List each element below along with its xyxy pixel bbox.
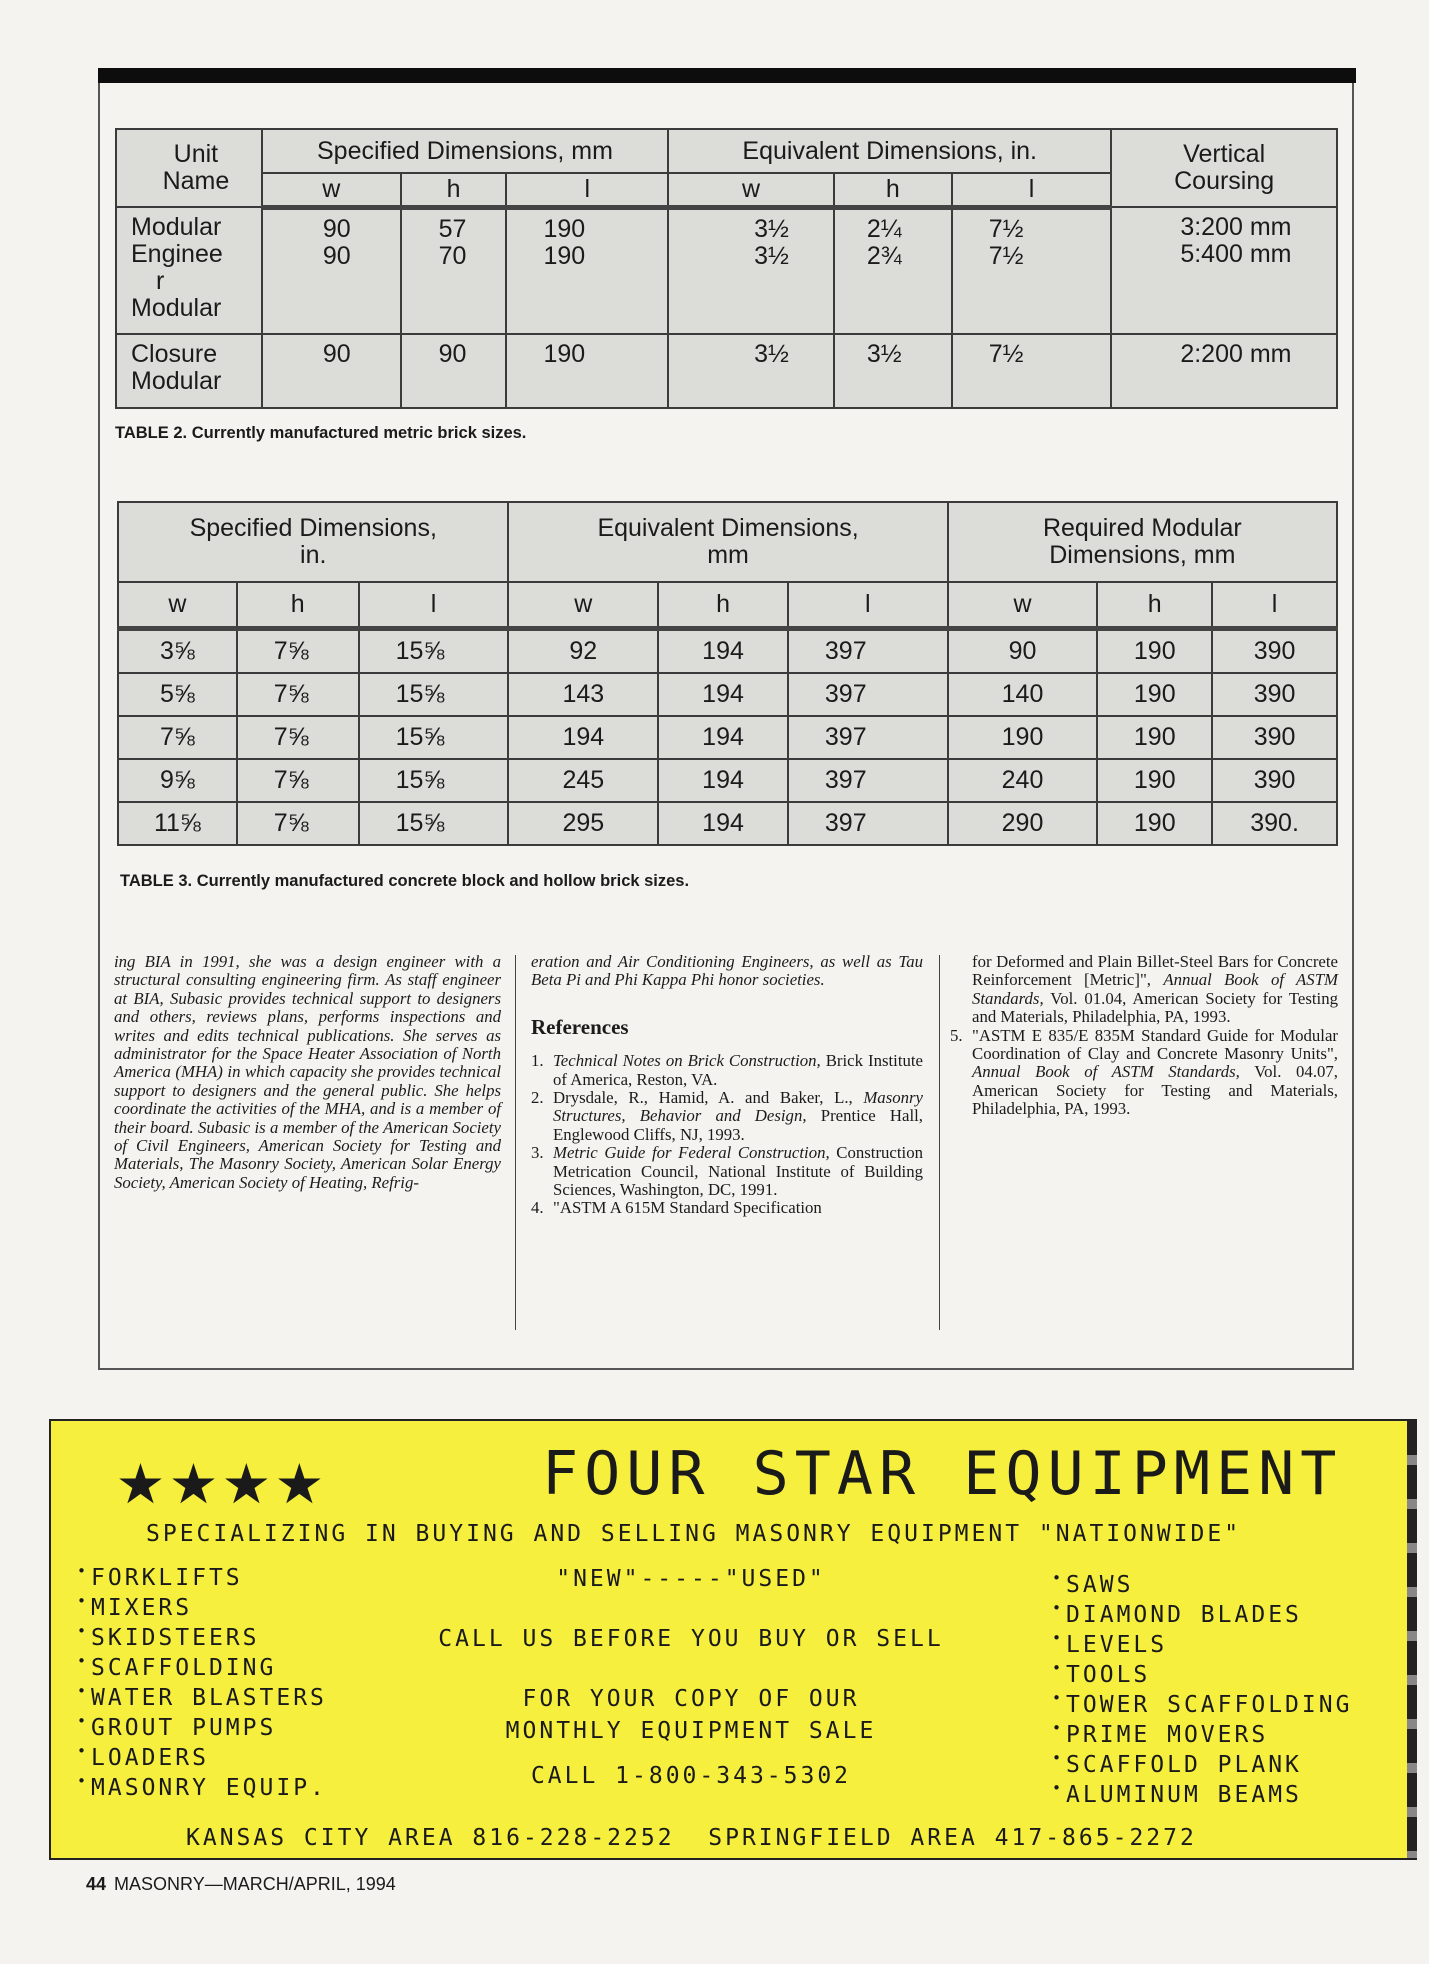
page-footer [86,1874,396,1895]
bio-column-1: ing BIA in 1991, she was a design engineer with a structural consulting engineering firm. As staff engineer at BIA, Subasic provides technical support to designers and others, reviews plans, performs inspections and writes and edits technical publications. She serves as administrator for the Space Heater Association of North America (MHA) in which capacity she provides technical support to designers and the general public. She helps coordinate the activities of the MHA, and is a member of their board. Subasic is a member of the American Society of Civil Engineers, American Society for Testing and Materials, The Masonry Society, American Solar Energy Society, American Society of Heating, Refrig- [114,952,501,1192]
table-row: Closure Modular 90 90 190 3½ 3½ 7½ 2:200 mm [116,334,1337,408]
list-item: • LOADERS [77,1743,327,1773]
list-item: • MIXERS [77,1593,327,1623]
table-row: Modular Enginee r Modular 90 90 57 70 190 190 3½ 3½ 2¼ 2¾ 7½ 7½ 3:200 mm 5:400 mm [116,207,1337,334]
list-item: • GROUT PUMPS [77,1713,327,1743]
bio-column-2: eration and Air Conditioning Engineers, as well as Tau Beta Pi and Phi Kappa Phi honor societies. References 1. Technical Notes on Brick Construction, Brick Institute of America, Reston, VA. 2. Drysdale, R., Hamid, A. and Baker, L., Masonry Structures, Behavior and Design, Prentice Hall, Englewood Cliffs, NJ, 1993. 3. Metric Guide for Federal Construction, Construction Metrication Council, National Institute of Building Sciences, Washington, DC, 1991. 4. "ASTM A 615M Standard Specification [531,952,923,1218]
table-row: 11⅝ 7⅝ 15⅝ 295 194 397 290 190 390. [118,802,1337,845]
metric-brick-table [115,128,1338,409]
table-row: 3⅝ 7⅝ 15⅝ 92 194 397 90 190 390 [118,628,1337,673]
header-w: w [118,582,237,628]
table-row: 9⅝ 7⅝ 15⅝ 245 194 397 240 190 390 [118,759,1337,802]
header-w: w [668,173,834,207]
copy-line: FOR YOUR COPY OF OUR [522,1686,860,1712]
reference-item: 4. "ASTM A 615M Standard Specification [531,1198,822,1218]
header-h: h [401,173,507,207]
list-item: • LEVELS [1052,1630,1352,1660]
list-item: • PRIME MOVERS [1052,1720,1352,1750]
publication-line: MASONRY—MARCH/APRIL, 1994 [114,1874,396,1894]
header-l: l [1212,582,1337,628]
header-equivalent-in: Equivalent Dimensions, in. [668,129,1111,173]
header-specified-in: Specified Dimensions, in. [118,502,508,582]
header-h: h [834,173,952,207]
table3-caption: TABLE 3. Currently manufactured concrete block and hollow brick sizes. [120,872,690,890]
ad-title: FOUR STAR EQUIPMENT [542,1439,1343,1509]
area-phones: KANSAS CITY AREA 816-228-2252 SPRINGFIELD AREA 417-865-2272 [186,1825,1197,1851]
header-l: l [506,173,668,207]
header-h: h [658,582,788,628]
header-specified-mm: Specified Dimensions, mm [262,129,668,173]
list-item: • TOWER SCAFFOLDING [1052,1690,1352,1720]
list-item: • ALUMINUM BEAMS [1052,1780,1352,1810]
header-equivalent-mm: Equivalent Dimensions, mm [508,502,947,582]
page-number: 44 [86,1874,107,1894]
header-unit-name: Unit Name [116,129,262,207]
new-used-line: "NEW"-----"USED" [556,1566,826,1592]
unit-name-cell: Modular Enginee r Modular [116,207,262,334]
list-item: • SAWS [1052,1570,1352,1600]
header-w: w [508,582,658,628]
equipment-list-right [1052,1570,1352,1810]
equipment-list-left [77,1563,327,1803]
header-l: l [952,173,1112,207]
table2-caption: TABLE 2. Currently manufactured metric brick sizes. [115,424,527,442]
references-heading: References [531,1014,629,1039]
list-item: • DIAMOND BLADES [1052,1600,1352,1630]
reference-continuation: for Deformed and Plain Billet-Steel Bars for Concrete Reinforcement [Metric]", Annual Book of ASTM Standards, Vol. 01.04, American Society for Testing and Materials, Philadelphia, PA, 1993. [972,952,1339,1027]
four-star-equipment-ad [49,1419,1417,1860]
header-h: h [237,582,359,628]
reference-item: 1. Technical Notes on Brick Construction, Brick Institute of America, Reston, VA. [531,1051,923,1089]
header-vertical-coursing: Vertical Coursing [1111,129,1337,207]
binding-edge [1407,1421,1417,1858]
table-row: 5⅝ 7⅝ 15⅝ 143 194 397 140 190 390 [118,673,1337,716]
list-item: • MASONRY EQUIP. [77,1773,327,1803]
ad-tagline: SPECIALIZING IN BUYING AND SELLING MASONRY EQUIPMENT "NATIONWIDE" [146,1521,1242,1547]
column-divider [939,955,940,1330]
call-before-line: CALL US BEFORE YOU BUY OR SELL [438,1626,944,1652]
list-item: • SCAFFOLD PLANK [1052,1750,1352,1780]
unit-name-cell: Closure Modular [116,334,262,408]
list-item: • SCAFFOLDING [77,1653,327,1683]
header-l: l [359,582,509,628]
header-l: l [788,582,948,628]
column-divider [515,955,516,1330]
concrete-block-table [117,501,1338,846]
sale-line: MONTHLY EQUIPMENT SALE [505,1718,877,1744]
list-item: • WATER BLASTERS [77,1683,327,1713]
reference-item: 2. Drysdale, R., Hamid, A. and Baker, L., Masonry Structures, Behavior and Design, Prentice Hall, Englewood Cliffs, NJ, 1993. [531,1088,923,1144]
top-rule [98,68,1356,83]
list-item: • FORKLIFTS [77,1563,327,1593]
list-item: • TOOLS [1052,1660,1352,1690]
star-icon: ★★★★ [117,1433,329,1523]
references-column-3 [950,953,1338,1119]
reference-item: 5. "ASTM E 835/E 835M Standard Guide for Modular Coordination of Clay and Concrete Masonry Units", Annual Book of ASTM Standards, Vol. 04.07, American Society for Testing and Materials, Philadelphia, PA, 1993. [950,1025,1338,1119]
header-w: w [948,582,1098,628]
table-row: 7⅝ 7⅝ 15⅝ 194 194 397 190 190 390 [118,716,1337,759]
phone-line: CALL 1-800-343-5302 [530,1763,852,1789]
header-w: w [262,173,401,207]
header-required-modular: Required Modular Dimensions, mm [948,502,1337,582]
list-item: • SKIDSTEERS [77,1623,327,1653]
reference-item: 3. Metric Guide for Federal Construction, Construction Metrication Council, National Institute of Building Sciences, Washington, DC, 1991. [531,1143,923,1200]
header-h: h [1097,582,1212,628]
